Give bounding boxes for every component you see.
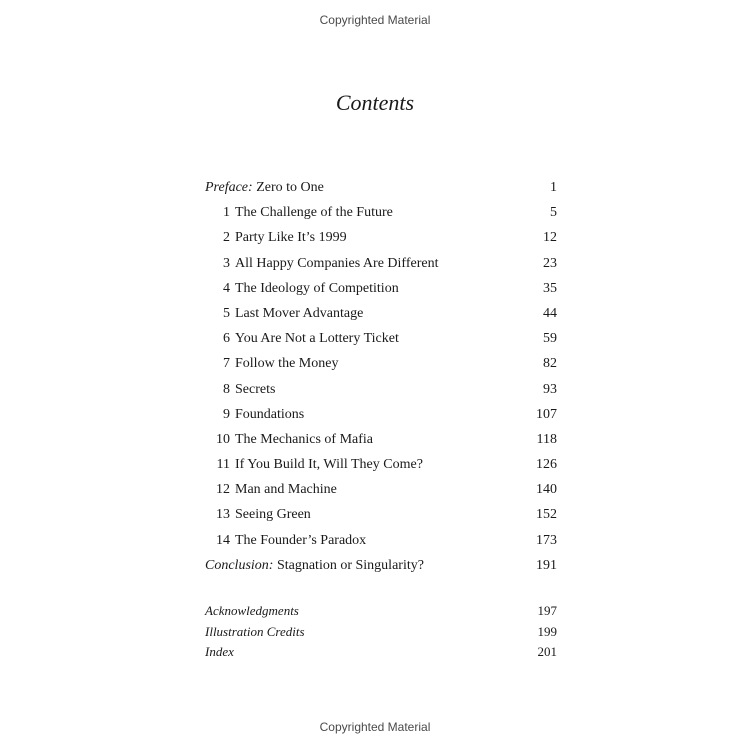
toc-chapter-row bbox=[205, 377, 557, 402]
back-matter-row bbox=[205, 642, 557, 663]
toc-chapter-number: 13 bbox=[216, 507, 230, 523]
toc-chapter-number: 8 bbox=[223, 381, 230, 397]
toc-chapter-number: 4 bbox=[223, 280, 230, 296]
toc-conclusion-entry bbox=[205, 553, 424, 578]
toc-chapter-row bbox=[205, 427, 557, 452]
toc-chapter-row bbox=[205, 251, 557, 276]
toc-chapter-title: The Founder’s Paradox bbox=[235, 532, 367, 548]
watermark-top: Copyrighted Material bbox=[319, 13, 431, 27]
back-matter-page: 197 bbox=[537, 603, 557, 618]
toc-chapter-number: 2 bbox=[223, 230, 230, 246]
toc-chapter-row bbox=[205, 452, 557, 477]
toc-chapter-row bbox=[205, 225, 557, 250]
toc-chapter-number: 10 bbox=[216, 431, 230, 447]
toc-conclusion-title: Stagnation or Singularity? bbox=[276, 557, 424, 573]
toc-chapter-number: 12 bbox=[216, 482, 230, 498]
toc-conclusion-prefix: Conclusion: bbox=[205, 557, 274, 573]
toc-chapter-number: 7 bbox=[223, 356, 230, 372]
toc-chapter-number: 3 bbox=[223, 255, 230, 271]
toc-chapter-title: Follow the Money bbox=[235, 356, 339, 372]
toc-chapter-title: Secrets bbox=[235, 381, 276, 397]
toc-chapter-page: 140 bbox=[536, 482, 557, 498]
toc-chapter-row bbox=[205, 502, 557, 527]
toc-chapter-title: Seeing Green bbox=[235, 507, 311, 523]
back-matter-row bbox=[205, 622, 557, 643]
toc-preface-prefix: Preface: bbox=[205, 180, 253, 195]
chapter-list bbox=[205, 200, 557, 553]
toc-chapter-number: 5 bbox=[223, 305, 230, 321]
toc-chapter-title: Foundations bbox=[235, 406, 305, 422]
toc-chapter-page: 152 bbox=[536, 507, 557, 523]
toc-chapter-title: Party Like It’s 1999 bbox=[235, 230, 347, 246]
toc-chapter-title: You Are Not a Lottery Ticket bbox=[235, 331, 399, 347]
toc-chapter-number: 11 bbox=[216, 457, 230, 473]
toc-chapter-row bbox=[205, 477, 557, 502]
toc-chapter-row bbox=[205, 402, 557, 427]
toc-chapter-page: 173 bbox=[536, 532, 557, 548]
back-matter-label: Index bbox=[205, 644, 234, 659]
watermark-bottom: Copyrighted Material bbox=[319, 720, 431, 734]
toc-chapter-title: If You Build It, Will They Come? bbox=[235, 457, 423, 473]
toc-chapter-page: 93 bbox=[543, 381, 557, 397]
toc-chapter-number: 14 bbox=[216, 532, 230, 548]
table-of-contents bbox=[205, 175, 557, 578]
toc-chapter-page: 118 bbox=[536, 431, 557, 447]
toc-chapter-page: 126 bbox=[536, 457, 557, 473]
toc-preface-title: Zero to One bbox=[256, 180, 324, 195]
back-matter-list bbox=[205, 601, 557, 663]
toc-chapter-page: 5 bbox=[550, 205, 557, 221]
back-matter-row bbox=[205, 601, 557, 622]
toc-preface-page: 1 bbox=[550, 180, 557, 195]
back-matter-label: Illustration Credits bbox=[205, 623, 305, 639]
toc-chapter-page: 12 bbox=[543, 230, 557, 246]
toc-chapter-page: 82 bbox=[543, 356, 557, 372]
toc-chapter-row bbox=[205, 200, 557, 225]
toc-conclusion-page: 191 bbox=[536, 557, 557, 573]
toc-chapter-number: 1 bbox=[223, 205, 230, 221]
toc-chapter-page: 59 bbox=[543, 331, 557, 347]
toc-chapter-row bbox=[205, 351, 557, 376]
toc-chapter-title: All Happy Companies Are Different bbox=[235, 255, 439, 271]
toc-chapter-title: Last Mover Advantage bbox=[235, 305, 364, 321]
toc-conclusion-row bbox=[205, 553, 557, 578]
page-title: Contents bbox=[335, 90, 415, 115]
toc-chapter-row bbox=[205, 276, 557, 301]
toc-chapter-page: 23 bbox=[543, 255, 557, 271]
toc-chapter-number: 9 bbox=[223, 406, 230, 422]
toc-preface-entry bbox=[205, 175, 324, 200]
toc-chapter-row bbox=[205, 301, 557, 326]
toc-chapter-number: 6 bbox=[223, 331, 230, 347]
toc-chapter-page: 35 bbox=[543, 280, 557, 296]
toc-chapter-title: Man and Machine bbox=[235, 482, 337, 498]
toc-chapter-page: 44 bbox=[543, 305, 557, 321]
back-matter-page: 201 bbox=[537, 644, 557, 659]
toc-chapter-title: The Ideology of Competition bbox=[235, 280, 399, 296]
toc-chapter-title: The Mechanics of Mafia bbox=[235, 431, 373, 447]
toc-chapter-row bbox=[205, 528, 557, 553]
toc-chapter-title: The Challenge of the Future bbox=[235, 205, 393, 221]
toc-chapter-page: 107 bbox=[536, 406, 557, 422]
toc-preface-row bbox=[205, 175, 557, 200]
back-matter-label: Acknowledgments bbox=[205, 603, 299, 618]
toc-chapter-row bbox=[205, 326, 557, 351]
back-matter-page: 199 bbox=[537, 623, 557, 639]
